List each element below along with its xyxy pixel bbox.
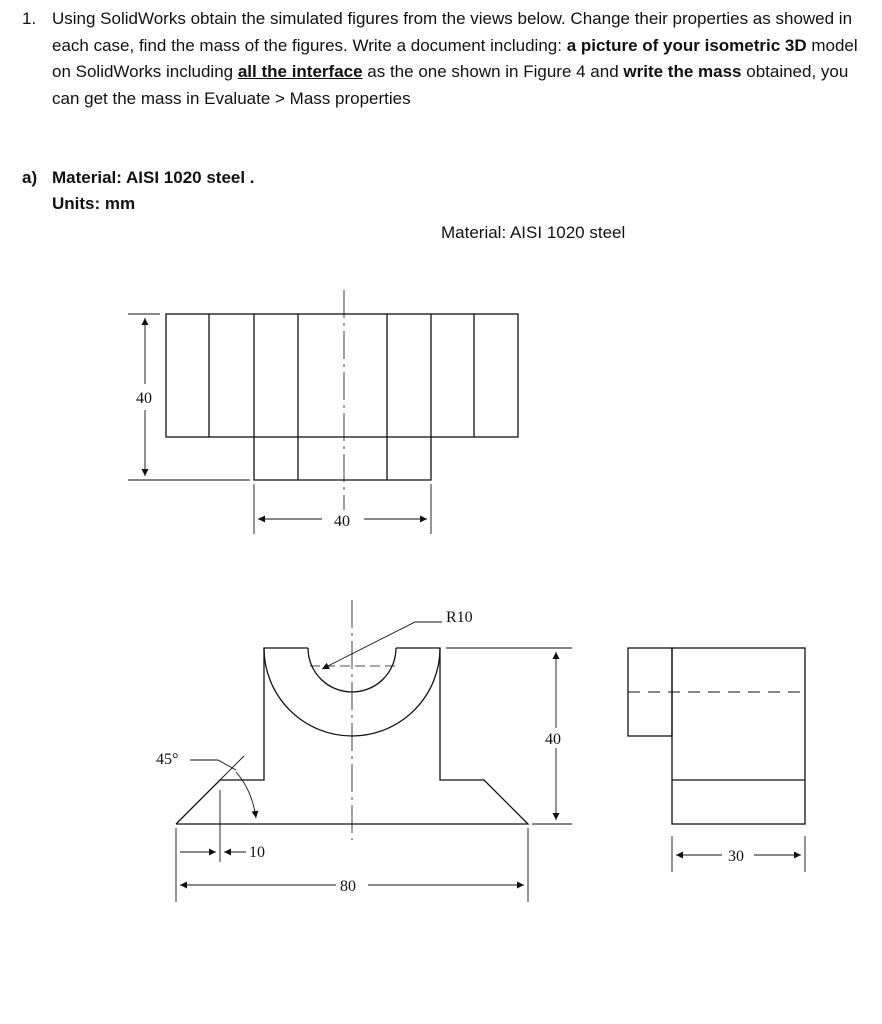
question-bold-1: a picture of your isometric 3D (566, 35, 807, 55)
side-view (628, 648, 805, 872)
part-a-units: Units: mm (52, 194, 136, 213)
dim-top-height: 40 (136, 390, 152, 407)
dim-angle: 45° (156, 751, 179, 768)
front-view (176, 600, 572, 902)
drawing-material-note: Material: AISI 1020 steel (441, 223, 626, 242)
dim-radius: R10 (446, 609, 473, 626)
question-text-4: obtained, you can get the mass in Evaluate > Mass properties (52, 62, 849, 108)
question-bold-2: write the mass (623, 62, 742, 81)
dim-front-height: 40 (545, 731, 561, 748)
question-number: 1. (22, 9, 37, 28)
part-a-material: Material: AISI 1020 steel . (52, 168, 255, 187)
dim-base-width: 80 (340, 878, 356, 895)
question-text-2: model on SolidWorks including (52, 35, 858, 81)
dim-chamfer: 10 (249, 844, 265, 861)
question-text-3: as the one shown in Figure 4 and (362, 62, 624, 81)
dim-top-width: 40 (334, 513, 350, 530)
question-bold-underline: all the interface (237, 62, 363, 81)
dim-side-depth: 30 (728, 848, 744, 865)
top-view (128, 290, 518, 534)
question-text-1: Using SolidWorks obtain the simulated figures from the views below. Change their properties as showed in each case, find the mass of the figures. Write a document including: (52, 9, 853, 55)
part-a-label: a) (22, 168, 38, 187)
